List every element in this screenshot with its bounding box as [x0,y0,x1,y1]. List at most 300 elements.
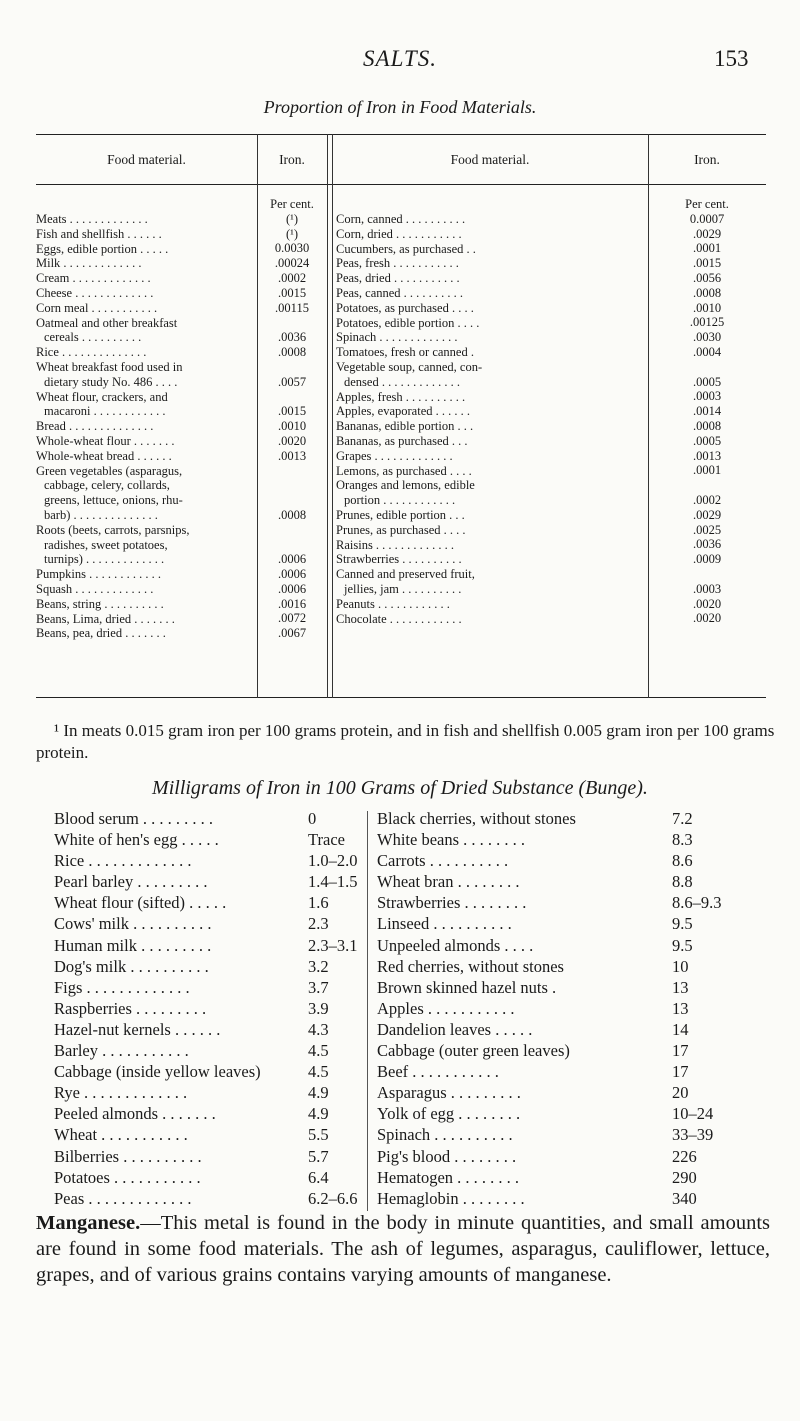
bunge-table-title: Milligrams of Iron in 100 Grams of Dried Substance (Bunge). [152,777,648,799]
iron-value: 0.0007 [689,211,725,226]
spacer [257,360,327,375]
food-name: Chocolate . . . . . . . . . . . . [336,611,462,626]
food-row [36,597,254,612]
food-row [36,390,254,420]
food-name: Tomatoes, fresh or canned . [336,345,474,360]
header-food-material-right: Food material. [450,152,530,167]
bunge-food-name: Linseed . . . . . . . . . . [377,914,512,934]
bunge-iron-value: 4.5 [308,1062,329,1082]
iron-value: .0006 [277,552,307,567]
bunge-food-name: Dandelion leaves . . . . . [377,1019,533,1039]
bunge-food-name: Potatoes . . . . . . . . . . . [54,1167,201,1187]
bunge-iron-value: 9.5 [672,935,693,955]
food-name: jellies, jam . . . . . . . . . . [344,581,462,596]
bunge-row [54,808,364,829]
running-head [0,46,800,76]
bunge-iron-value: 7.2 [672,809,693,828]
food-row [336,464,646,479]
food-name: Whole-wheat bread . . . . . . [36,448,172,463]
food-row [36,360,254,390]
food-row [336,227,646,242]
food-row [336,271,646,286]
bunge-row [54,935,364,956]
food-row [336,212,646,227]
spacer [257,537,327,552]
food-row [336,301,646,316]
bunge-iron-value: 20 [672,1083,689,1103]
bunge-row [377,977,772,998]
iron-table-title: Proportion of Iron in Food Materials. [263,97,537,117]
bunge-row [54,1019,364,1040]
bunge-food-name: Pig's blood . . . . . . . . [377,1146,517,1166]
food-row [36,626,254,641]
food-row [36,419,254,434]
food-row [36,523,254,567]
bunge-iron-value: 5.7 [308,1146,329,1166]
bunge-iron-value: 3.2 [308,956,329,976]
iron-value: .0067 [277,626,307,641]
bunge-food-name: Hematogen . . . . . . . . [377,1167,520,1187]
bunge-food-name: Unpeeled almonds . . . . [377,935,534,955]
bunge-food-name: Apples . . . . . . . . . . . [377,998,515,1018]
food-name: Spinach . . . . . . . . . . . . . [336,330,458,345]
food-name: Oatmeal and other breakfast [36,315,178,330]
iron-value: .0002 [277,270,307,285]
spacer [257,389,327,404]
iron-value: .0016 [277,596,307,611]
bunge-iron-value: 1.6 [308,893,329,913]
spacer [257,315,327,330]
bunge-row [54,1124,364,1145]
manganese-paragraph [36,1210,770,1288]
running-head-title: SALTS. [363,46,437,71]
food-row [36,567,254,582]
food-name: Lemons, as purchased . . . . [336,463,472,478]
spacer [648,478,766,493]
iron-value: .0001 [692,241,722,256]
food-name: Pumpkins . . . . . . . . . . . . [36,567,162,582]
food-row [36,449,254,464]
bunge-row [377,1082,772,1103]
food-row [336,316,646,331]
bunge-iron-value: 340 [672,1188,697,1208]
bunge-iron-value: 8.6 [672,851,693,871]
bunge-iron-value: 6.2–6.6 [308,1188,358,1208]
bunge-row [377,1124,772,1145]
bunge-iron-value: 4.3 [308,1019,329,1039]
bunge-row [377,998,772,1019]
food-name: Peanuts . . . . . . . . . . . . [336,596,450,611]
food-name: Beans, pea, dried . . . . . . . [36,626,166,641]
iron-value: .0036 [277,330,307,345]
iron-value: .0008 [277,344,307,359]
iron-value: .0013 [277,448,307,463]
food-name: Strawberries . . . . . . . . . . [336,552,462,567]
bunge-food-name: Figs . . . . . . . . . . . . . [54,977,190,997]
food-name: Cheese . . . . . . . . . . . . . [36,285,154,300]
bunge-row [54,1061,364,1082]
spacer [257,493,327,508]
food-name: Fish and shellfish . . . . . . [36,226,162,241]
table-bottom-rule [36,697,766,698]
bunge-right-column [377,808,772,1209]
food-row [336,597,646,612]
bunge-food-name: Rice . . . . . . . . . . . . . [54,851,192,871]
bunge-row [54,1082,364,1103]
bunge-row [54,956,364,977]
food-name: Apples, fresh . . . . . . . . . . [336,389,466,404]
food-row [36,316,254,346]
bunge-iron-value: Trace [308,830,345,850]
iron-value: .0003 [692,581,722,596]
iron-value: .0015 [277,404,307,419]
food-row [36,256,254,271]
bunge-food-name: Brown skinned hazel nuts . [377,977,557,997]
bunge-food-name: Spinach . . . . . . . . . . [377,1125,513,1145]
header-iron-right: Iron. [694,152,720,167]
bunge-row [377,829,772,850]
bunge-iron-value: 5.5 [308,1125,329,1145]
food-row [36,301,254,316]
food-name: Vegetable soup, canned, con- [336,359,483,374]
bunge-row [377,956,772,977]
iron-value: .0006 [277,566,307,581]
table-column-rule [332,134,333,698]
food-name: Milk . . . . . . . . . . . . . [36,256,142,271]
food-name: Peas, fresh . . . . . . . . . . . [336,256,459,271]
food-row [36,286,254,301]
bunge-food-name: Raspberries . . . . . . . . . [54,998,207,1018]
bunge-row [54,1103,364,1124]
food-name: Raisins . . . . . . . . . . . . . [336,537,455,552]
food-name: Cream . . . . . . . . . . . . . [36,271,151,286]
food-name: Meats . . . . . . . . . . . . . [36,212,148,226]
bunge-iron-value: 14 [672,1019,689,1039]
bunge-food-name: Black cherries, without stones [377,809,576,828]
bunge-iron-value: 9.5 [672,914,693,934]
food-row [336,523,646,538]
bunge-row [377,913,772,934]
bunge-iron-value: 10 [672,956,689,976]
iron-value: .0030 [692,330,722,345]
food-row [36,434,254,449]
bunge-iron-value: 3.9 [308,998,329,1018]
food-name: macaroni . . . . . . . . . . . . [44,404,166,419]
header-iron-left: Iron. [279,152,305,167]
bunge-iron-value: 4.9 [308,1104,329,1124]
iron-value: .0005 [692,433,722,448]
food-row [336,390,646,405]
food-row [336,508,646,523]
bunge-row [54,850,364,871]
iron-value: .00115 [275,300,309,315]
food-name: Peas, dried . . . . . . . . . . . [336,271,460,286]
bunge-row [54,829,364,850]
bunge-food-name: Dog's milk . . . . . . . . . . [54,956,209,976]
iron-value: .0010 [692,300,722,315]
bunge-row [54,892,364,913]
iron-value: .0005 [692,374,722,389]
food-name: Eggs, edible portion . . . . . [36,241,169,256]
right-food-column [336,212,646,626]
iron-value: .0020 [692,611,722,626]
bunge-food-name: Hemaglobin . . . . . . . . [377,1188,525,1208]
bunge-food-name: Red cherries, without stones [377,956,564,976]
food-row [36,271,254,286]
bunge-iron-value: 8.8 [672,872,693,892]
food-row [36,212,254,227]
food-name: turnips) . . . . . . . . . . . . . [44,552,165,567]
food-name: greens, lettuce, onions, rhu- [44,493,183,508]
food-row [36,227,254,242]
food-name: Grapes . . . . . . . . . . . . . [336,448,453,463]
bunge-food-name: White beans . . . . . . . . [377,830,526,850]
food-name: Peas, canned . . . . . . . . . . [336,285,464,300]
iron-value: .0009 [692,552,722,567]
food-name: cabbage, celery, collards, [44,478,170,493]
bunge-iron-value: 13 [672,977,689,997]
food-row [336,242,646,257]
food-name: Bananas, edible portion . . . [336,419,474,434]
spacer [257,523,327,538]
food-row [336,612,646,627]
bunge-iron-value: 290 [672,1167,697,1187]
bunge-row [377,1019,772,1040]
bunge-row [377,1188,772,1209]
food-name: Whole-wheat flour . . . . . . . [36,433,175,448]
iron-value: .0002 [692,492,722,507]
iron-value: .0001 [692,463,722,478]
food-name: Potatoes, as purchased . . . . [336,300,474,315]
bunge-iron-value: 4.9 [308,1083,329,1103]
food-row [36,464,254,523]
bunge-iron-value: 17 [672,1062,689,1082]
table-column-rule [327,134,328,698]
manganese-heading: Manganese. [36,1212,141,1234]
bunge-row [377,1167,772,1188]
bunge-food-name: Pearl barley . . . . . . . . . [54,872,208,892]
spacer [257,478,327,493]
food-name: Green vegetables (asparagus, [36,463,183,478]
bunge-food-name: Peas . . . . . . . . . . . . . [54,1188,192,1208]
food-name: Prunes, as purchased . . . . [336,522,466,537]
bunge-iron-value: 1.0–2.0 [308,851,358,871]
food-name: Beans, Lima, dried . . . . . . . [36,611,175,626]
bunge-iron-value: 33–39 [672,1125,714,1145]
iron-value: .0029 [692,507,722,522]
bunge-iron-value: 4.5 [308,1041,329,1061]
bunge-food-name: Strawberries . . . . . . . . [377,893,527,913]
bunge-row [54,1167,364,1188]
food-name: Cucumbers, as purchased . . [336,241,476,256]
iron-value: .0020 [277,433,307,448]
bunge-iron-value: 8.3 [672,830,693,850]
iron-value: .0029 [692,226,722,241]
bunge-row [377,1061,772,1082]
bunge-food-name: Cabbage (outer green leaves) [377,1041,570,1061]
bunge-food-name: Peeled almonds . . . . . . . [54,1104,216,1124]
bunge-left-column [54,808,364,1209]
bunge-column-rule [367,811,368,1211]
bunge-food-name: Blood serum . . . . . . . . . [54,809,214,828]
iron-value: .0008 [277,507,307,522]
spacer [648,567,766,582]
bunge-food-name: Wheat flour (sifted) . . . . . [54,893,227,913]
food-row [336,360,646,390]
bunge-row [377,850,772,871]
bunge-row [54,977,364,998]
food-row [336,567,646,597]
food-row [336,256,646,271]
food-name: Wheat flour, crackers, and [36,389,168,404]
bunge-food-name: Asparagus . . . . . . . . . [377,1083,521,1103]
food-row [336,478,646,508]
bunge-food-name: Carrots . . . . . . . . . . [377,851,509,871]
page-number: 153 [714,46,749,71]
bunge-food-name: Rye . . . . . . . . . . . . . [54,1083,188,1103]
bunge-iron-value: 1.4–1.5 [308,872,358,892]
iron-value: .0008 [692,285,722,300]
bunge-row [54,998,364,1019]
food-name: Corn meal . . . . . . . . . . . [36,300,158,315]
left-iron-column [257,197,327,641]
iron-value: .0010 [277,418,307,433]
food-name: Beans, string . . . . . . . . . . [36,596,164,611]
food-name: Corn, dried . . . . . . . . . . . [336,226,462,241]
bunge-iron-value: 3.7 [308,977,329,997]
iron-value: .0057 [277,374,307,389]
food-name: Wheat breakfast food used in [36,359,183,374]
bunge-food-name: Cows' milk . . . . . . . . . . [54,914,212,934]
bunge-iron-value: 13 [672,998,689,1018]
bunge-iron-value: 10–24 [672,1104,714,1124]
iron-value: .0072 [277,611,307,626]
bunge-food-name: Yolk of egg . . . . . . . . [377,1104,521,1124]
bunge-row [54,871,364,892]
iron-value: .0015 [692,256,722,271]
food-name: densed . . . . . . . . . . . . . [344,374,460,389]
iron-table [36,134,766,698]
iron-value: .0015 [277,285,307,300]
bunge-row [54,913,364,934]
food-name: cereals . . . . . . . . . . [44,330,142,345]
food-row [36,582,254,597]
bunge-row [377,871,772,892]
table-header-rule [36,184,766,185]
bunge-food-name: Cabbage (inside yellow leaves) [54,1062,261,1082]
food-row [336,286,646,301]
food-row [336,419,646,434]
bunge-iron-value: 8.6–9.3 [672,893,722,913]
food-name: Squash . . . . . . . . . . . . . [36,581,154,596]
bunge-row [377,892,772,913]
iron-value: .0003 [692,389,722,404]
left-food-column [36,212,254,641]
iron-value: .00024 [274,256,310,271]
bunge-row [54,1188,364,1209]
food-row [336,552,646,567]
iron-value: (¹) [285,211,299,226]
iron-value: .0004 [692,344,722,359]
bunge-row [377,935,772,956]
bunge-iron-value: 2.3 [308,914,329,934]
iron-value: 0.0030 [274,241,310,256]
right-iron-column [648,197,766,626]
food-row [336,538,646,553]
food-name: Bananas, as purchased . . . [336,433,468,448]
food-name: Prunes, edible portion . . . [336,507,465,522]
food-row [336,330,646,345]
bunge-row [377,1040,772,1061]
food-name: Canned and preserved fruit, [336,567,475,582]
iron-value: .0008 [692,418,722,433]
bunge-food-name: White of hen's egg . . . . . [54,830,219,850]
bunge-food-name: Hazel-nut kernels . . . . . . [54,1019,221,1039]
bunge-iron-value: 6.4 [308,1167,329,1187]
unit-label: Per cent. [685,197,729,211]
bunge-iron-value: 2.3–3.1 [308,935,358,955]
footnote: ¹ In meats 0.015 gram iron per 100 grams protein, and in fish and shellfish 0.005 gram iron per 100 grams protein. [36,721,775,762]
food-name: Oranges and lemons, edible [336,478,475,493]
bunge-row [377,1146,772,1167]
bunge-food-name: Wheat bran . . . . . . . . [377,872,520,892]
spacer [648,360,766,375]
bunge-food-name: Beef . . . . . . . . . . . [377,1062,499,1082]
iron-value: .0013 [692,448,722,463]
iron-value: .0025 [692,522,722,537]
header-food-material-left: Food material. [107,152,186,167]
food-name: barb) . . . . . . . . . . . . . . [44,507,158,522]
food-row [36,612,254,627]
food-name: portion . . . . . . . . . . . . [344,493,456,508]
food-row [36,242,254,257]
iron-value: .0036 [692,537,722,552]
bunge-row [377,808,772,829]
food-name: Roots (beets, carrots, parsnips, [36,522,190,537]
food-name: Apples, evaporated . . . . . . [336,404,470,419]
bunge-food-name: Bilberries . . . . . . . . . . [54,1146,202,1166]
table-top-rule [36,134,766,135]
food-name: Rice . . . . . . . . . . . . . . [36,345,147,360]
bunge-food-name: Wheat . . . . . . . . . . . [54,1125,188,1145]
iron-value: .0006 [277,581,307,596]
bunge-food-name: Human milk . . . . . . . . . [54,935,212,955]
food-row [336,434,646,449]
food-row [336,345,646,360]
iron-value: .0020 [692,596,722,611]
spacer [257,463,327,478]
iron-value: .00125 [689,315,725,330]
food-name: Potatoes, edible portion . . . . [336,315,480,330]
food-name: Corn, canned . . . . . . . . . . [336,212,466,226]
food-name: dietary study No. 486 . . . . [44,374,178,389]
bunge-iron-value: 17 [672,1041,689,1061]
food-name: radishes, sweet potatoes, [44,537,168,552]
bunge-row [54,1146,364,1167]
unit-label: Per cent. [270,197,314,211]
bunge-row [54,1040,364,1061]
food-name: Bread . . . . . . . . . . . . . . [36,419,154,434]
bunge-food-name: Barley . . . . . . . . . . . [54,1041,189,1061]
iron-value: .0014 [692,404,722,419]
manganese-body: —This metal is found in the body in minute quantities, and small amounts are found in some food materials. The ash of legumes, asparagus, cauliflower, lettuce, grapes, and of various grains contains varying amounts of manganese. [36,1212,770,1286]
iron-value: (¹) [285,226,299,241]
food-row [336,404,646,419]
food-row [36,345,254,360]
bunge-iron-value: 226 [672,1146,697,1166]
iron-value: .0056 [692,270,722,285]
bunge-row [377,1103,772,1124]
